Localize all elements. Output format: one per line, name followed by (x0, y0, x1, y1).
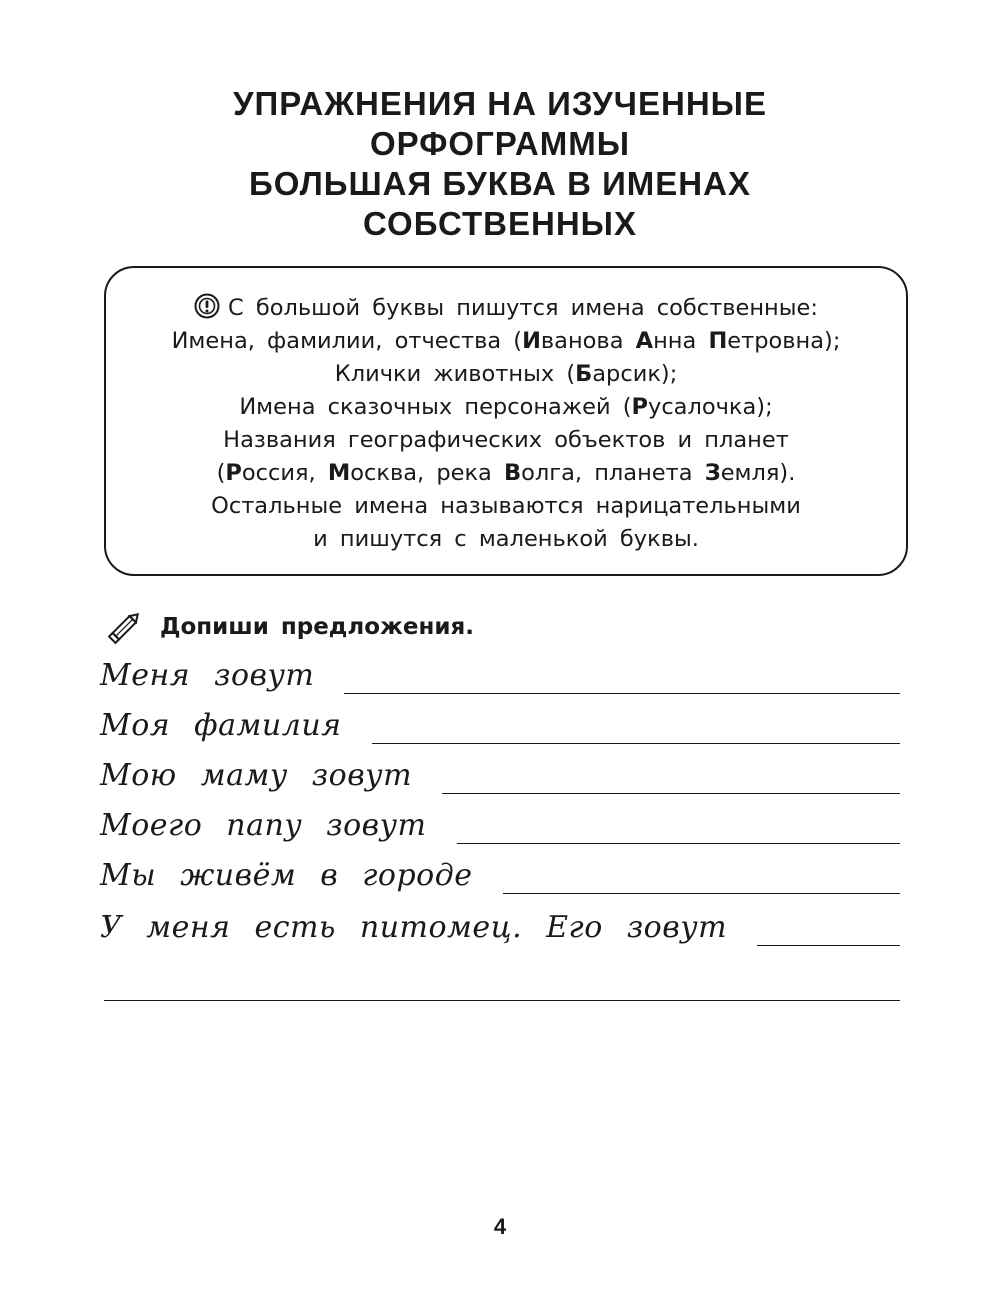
title-line: ОРФОГРАММЫ (369, 125, 630, 162)
writing-row (100, 702, 900, 748)
page-number: 4 (493, 1214, 507, 1239)
rule-box (104, 266, 908, 576)
answer-line[interactable] (457, 842, 901, 844)
writing-row (100, 802, 900, 848)
answer-line[interactable] (757, 944, 900, 946)
rule-line-8: и пишутся с маленькой буквы. (313, 526, 699, 552)
answer-line[interactable] (442, 792, 900, 794)
rule-line-6: (Россия, Москва, река Волга, планета Земля). (216, 460, 796, 486)
writing-row (100, 652, 900, 698)
rule-line-5: Названия географических объектов и планет (223, 427, 789, 453)
title-line: СОБСТВЕННЫХ (363, 205, 637, 242)
rule-line-7: Остальные имена называются нарицательными (211, 493, 801, 519)
rule-line-4: Имена сказочных персонажей (Русалочка); (239, 394, 773, 420)
rule-line-3: Клички животных (Барсик); (334, 361, 678, 387)
rule-line-2: Имена, фамилии, отчества (Иванова Анна Петровна); (171, 328, 841, 354)
rule-line-1: С большой буквы пишутся имена собственные: (106, 292, 906, 325)
pencil-icon (104, 606, 146, 648)
sentence-start: У меня есть питомец. Его зовут (100, 910, 728, 945)
answer-line-full[interactable] (104, 1000, 900, 1001)
answer-line[interactable] (503, 892, 901, 894)
sentence-start: Мы живём в городе (100, 858, 473, 893)
sentence-start: Меня зовут (100, 658, 315, 693)
writing-row (100, 752, 900, 798)
page-title (0, 84, 1000, 244)
sentence-start: Моя фамилия (100, 708, 342, 743)
sentence-start: Мою маму зовут (100, 758, 413, 793)
answer-line[interactable] (372, 742, 900, 744)
answer-line[interactable] (344, 692, 900, 694)
task-text: Допиши предложения. (160, 614, 475, 640)
exclamation-circle-icon (194, 293, 220, 319)
task-instruction (104, 606, 474, 648)
sentence-start: Моего папу зовут (100, 808, 427, 843)
title-line: УПРАЖНЕНИЯ НА ИЗУЧЕННЫЕ (233, 85, 767, 122)
writing-row (100, 904, 900, 950)
title-line: БОЛЬШАЯ БУКВА В ИМЕНАХ (249, 165, 751, 202)
writing-row (100, 852, 900, 898)
